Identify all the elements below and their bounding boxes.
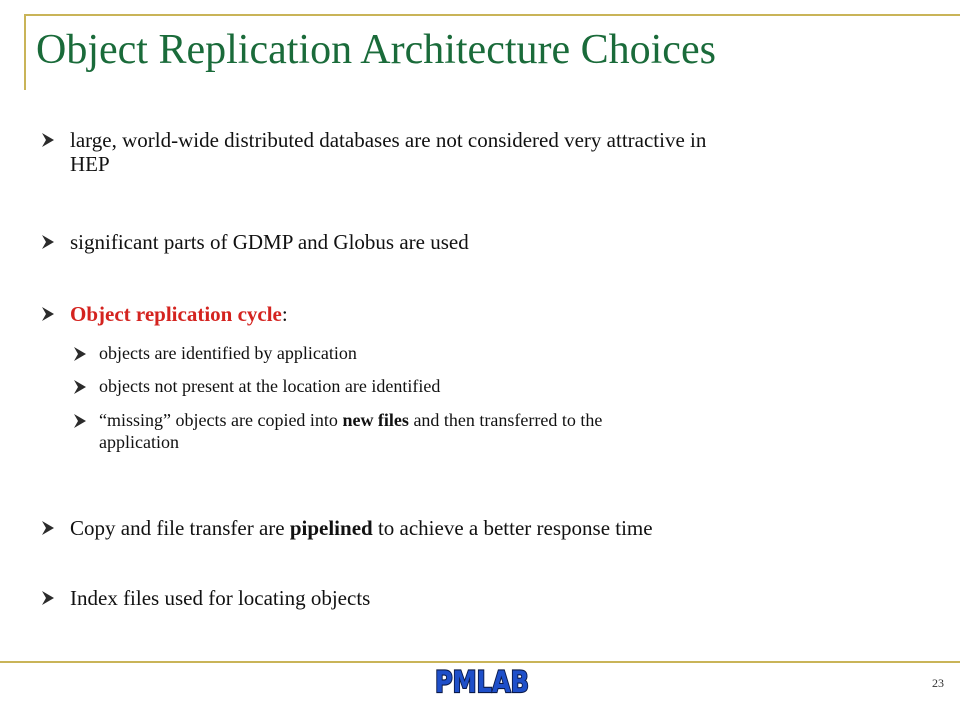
sub-bullet-text: “missing” objects are copied into [99,410,343,430]
slide-title: Object Replication Architecture Choices [36,27,716,73]
sub-bullet-text: and then transferred to the [408,410,603,430]
bullet-text: to achieve a better response time [372,516,653,540]
arrow-bullet-icon [40,302,56,326]
svg-text:PMLAB: PMLAB [435,665,529,699]
bullet-highlight: Object replication cycle [70,302,282,326]
sub-bullet-bold: new files [342,410,409,430]
bullet-suffix: : [281,302,288,326]
left-rule [24,14,26,90]
bullet-text: HEP [70,152,110,176]
arrow-bullet-icon [72,409,88,433]
bullet-text: Copy and file transfer are [70,516,290,540]
arrow-bullet-icon [40,230,56,254]
bullet-item [40,586,370,610]
bullet-text: significant parts of GDMP and Globus are used [70,230,469,254]
bullet-text: Index files used for locating objects [70,586,371,610]
arrow-bullet-icon [40,516,56,540]
bullet-text: large, world-wide distributed databases are not considered very attractive in [70,128,707,152]
bullet-item [40,230,469,254]
arrow-bullet-icon [72,375,88,399]
sub-bullet-text: application [99,432,179,452]
bullet-item [40,516,653,540]
arrow-bullet-icon [40,128,56,152]
bullet-bold: pipelined [289,516,373,540]
sub-bullet-item [72,342,357,366]
bullet-item [40,128,706,176]
arrow-bullet-icon [72,342,88,366]
bullet-item [40,302,288,326]
sub-bullet-item [72,409,602,453]
sub-bullet-item [72,375,440,399]
page-number: 23 [932,676,944,690]
arrow-bullet-icon [40,586,56,610]
pmlab-logo [432,662,532,700]
top-rule [24,14,960,16]
sub-bullet-text: objects not present at the location are identified [99,376,441,396]
sub-bullet-text: objects are identified by application [99,343,357,363]
